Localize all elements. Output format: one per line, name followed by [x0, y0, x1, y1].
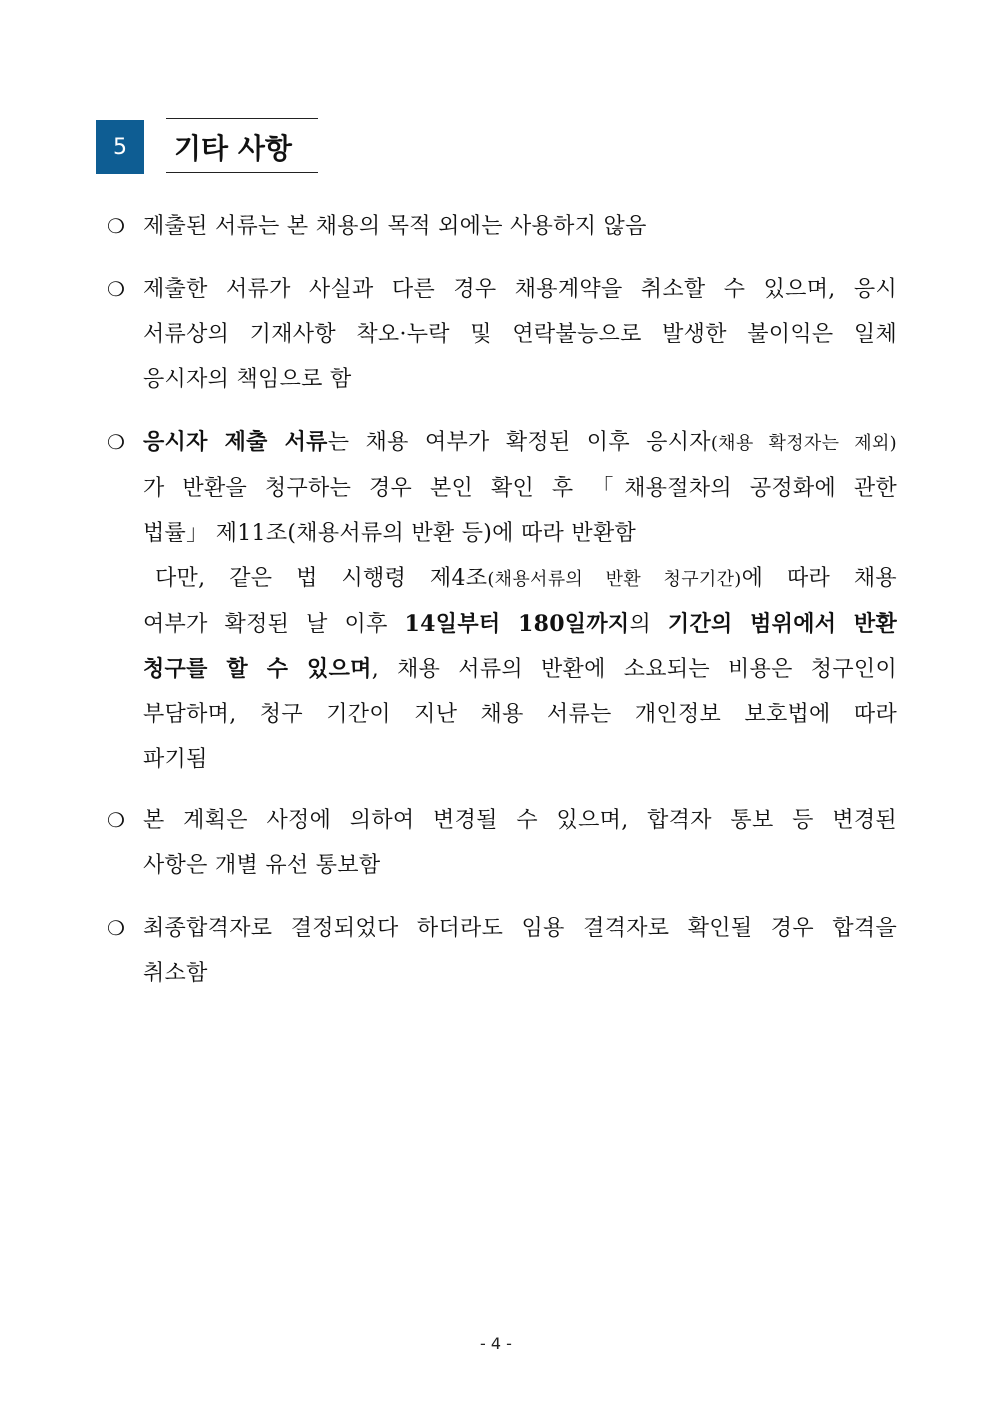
- text-segment: 에 따라 채용: [741, 566, 897, 591]
- bullet-3-line-5: [143, 602, 897, 647]
- circle-bullet-icon: ❍: [107, 430, 126, 454]
- page-number: - 4 -: [480, 1334, 512, 1353]
- bullet-2-line-3: 응시자의 책임으로 함: [143, 367, 352, 392]
- section-title-frame: [166, 118, 318, 173]
- bold-text: 14일부터 180일까지: [404, 611, 630, 637]
- text-segment: 다만, 같은 법 시행령 제4조: [155, 566, 488, 591]
- bullet-2-line-1: 제출한 서류가 사실과 다른 경우 채용계약을 취소할 수 있으며, 응시: [143, 277, 897, 302]
- bullet-3-line-8: 파기됨: [143, 747, 208, 772]
- bullet-5-line-1: 최종합격자로 결정되었다 하더라도 임용 결격자로 확인될 경우 합격을: [143, 916, 897, 941]
- bullet-1-line-1: 제출된 서류는 본 채용의 목적 외에는 사용하지 않음: [143, 214, 647, 239]
- bullet-item-4: [107, 798, 897, 888]
- text-segment: 여부가 확정된 날 이후: [143, 612, 405, 637]
- bold-text: 청구를 할 수 있으며: [143, 656, 372, 682]
- bullet-4-line-2: 사항은 개별 유선 통보함: [143, 853, 381, 878]
- bullet-3-line-7: 부담하며, 청구 기간이 지난 채용 서류는 개인정보 보호법에 따라: [143, 702, 897, 727]
- circle-bullet-icon: ❍: [107, 808, 126, 832]
- bullet-3-line-6: [143, 647, 897, 692]
- bullet-3-line-2: 가 반환을 청구하는 경우 본인 확인 후 「채용절차의 공정화에 관한: [143, 476, 897, 501]
- bullet-3-line-1: [143, 420, 897, 466]
- section-number: 5: [96, 120, 144, 174]
- bold-text: 응시자 제출 서류: [143, 429, 328, 455]
- small-text: (채용서류의 반환 청구기간): [487, 569, 742, 590]
- circle-bullet-icon: ❍: [107, 214, 126, 238]
- bullet-item-2: [107, 267, 897, 402]
- text-segment: , 채용 서류의 반환에 소요되는 비용은 청구인이: [371, 657, 897, 682]
- bullet-3-line-3: 법률」 제11조(채용서류의 반환 등)에 따라 반환함: [143, 521, 637, 546]
- text-segment: 의: [629, 612, 668, 637]
- bullet-item-3: [107, 420, 897, 782]
- bullet-4-line-1: 본 계획은 사정에 의하여 변경될 수 있으며, 합격자 통보 등 변경된: [143, 808, 897, 833]
- bullet-3-line-4: [143, 556, 897, 602]
- section-header: [96, 118, 320, 174]
- bold-text: 기간의 범위에서 반환: [667, 611, 898, 637]
- text-segment: 는 채용 여부가 확정된 이후 응시자: [327, 430, 711, 455]
- circle-bullet-icon: ❍: [107, 277, 126, 301]
- bullet-5-line-2: 취소함: [143, 961, 208, 986]
- bullet-2-line-2: 서류상의 기재사항 착오·누락 및 연락불능으로 발생한 불이익은 일체: [143, 322, 897, 347]
- circle-bullet-icon: ❍: [107, 916, 126, 940]
- section-title: 기타 사항: [174, 132, 292, 165]
- small-text: (채용 확정자는 제외): [710, 433, 897, 454]
- bullet-item-5: [107, 906, 897, 996]
- bullet-item-1: [107, 204, 897, 249]
